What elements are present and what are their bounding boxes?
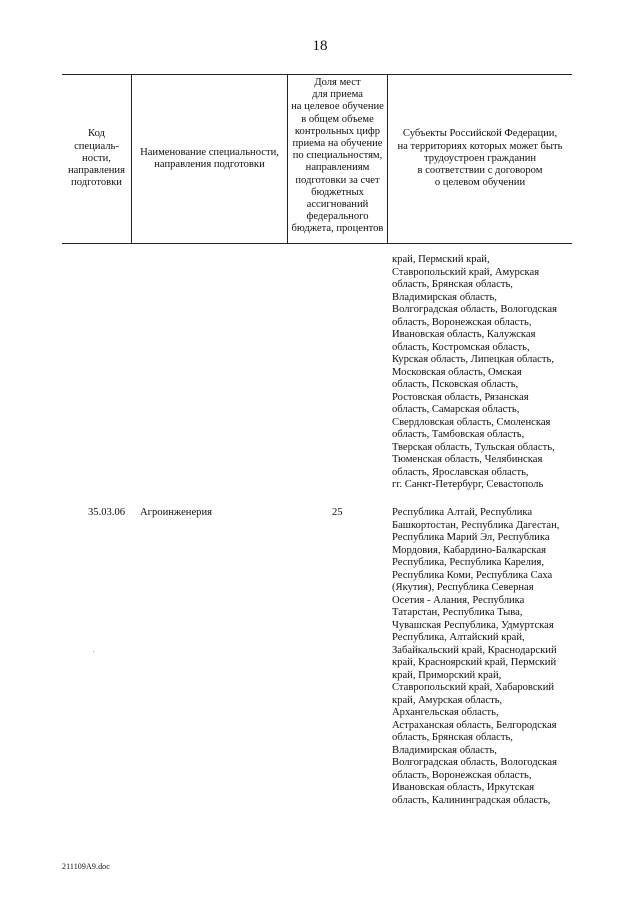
- table-header: [62, 74, 572, 244]
- header-regions-text: Субъекты Российской Федерации, на территориях которых может быть трудоустроен гражданин в соответствии с договором о целевом обучении: [397, 128, 563, 189]
- header-regions: [388, 75, 572, 243]
- row-name: Агроинженерия: [140, 507, 213, 518]
- header-code-text: Код специаль- ности, направления подготовки: [68, 128, 125, 189]
- header-name: [132, 75, 288, 243]
- header-name-text: Наименование специальности, направления подготовки: [140, 146, 279, 170]
- row-code: 35.03.06: [88, 507, 126, 518]
- footer-filename: 211109A9.doc: [62, 862, 110, 871]
- header-share-text: Доля мест для приема на целевое обучение в общем объеме контрольных цифр приема на обучение по специальностям, направлениям подготовки за счет бюджетных ассигнований федерального бюджета, процентов: [291, 77, 384, 235]
- scan-speck: [93, 651, 94, 652]
- continuation-regions: край, Пермский край, Ставропольский край, Амурская область, Брянская область, Владимирская область, Волгоградская область, Вологодская область, Воронежская область, Ивановская область, Калужская область, Костромская область, Курская область, Липецкая область, Московская область, Омская область, Псковская область, Ростовская область, Рязанская область, Самарская область, Свердловская область, Смоленская область, Тамбовская область, Тверская область, Тульская область, Тюменская область, Челябинская область, Ярославская область, гг. Санкт-Петербург, Севастополь: [392, 254, 557, 490]
- header-share: [288, 75, 388, 243]
- page-number: 18: [312, 38, 328, 54]
- row-share: 25: [332, 507, 343, 518]
- header-code: [62, 75, 132, 243]
- row-regions: Республика Алтай, Республика Башкортостан, Республика Дагестан, Республика Марий Эл, Республика Мордовия, Кабардино-Балкарская Республика, Республика Карелия, Республика Коми, Республика Саха (Якутия), Республика Северная Осетия - Алания, Республика Татарстан, Республика Тыва, Чувашская Республика, Удмуртская Республика, Алтайский край, Забайкальский край, Краснодарский край, Красноярский край, Пермский край, Приморский край, Ставропольский край, Хабаровский край, Амурская область, Архангельская область, Астраханская область, Белгородская область, Брянская область, Владимирская область, Волгоградская область, Вологодская область, Воронежская область, Ивановская область, Иркутская область, Калининградская область,: [392, 507, 560, 806]
